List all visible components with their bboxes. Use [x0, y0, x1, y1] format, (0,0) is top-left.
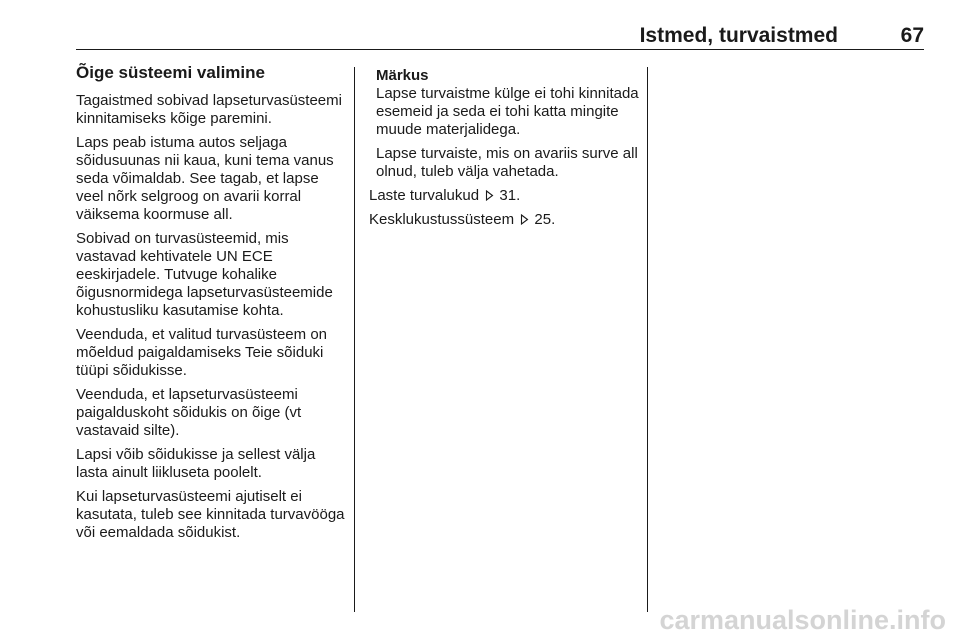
note-box [369, 67, 641, 181]
page-header [76, 24, 924, 50]
note-title: Märkus [376, 67, 429, 84]
paragraph: Veenduda, et lapseturvasüsteemi paigalduskoht sõidukis on õige (vt vastavaid silte). [76, 386, 302, 439]
section-heading: Õige süsteemi valimine [76, 63, 265, 82]
column-divider [647, 67, 648, 612]
reference-page: 31. [499, 187, 521, 204]
reference-text: Laste turvalukud [369, 187, 480, 204]
paragraph: Tagaistmed sobivad lapseturvasüsteemi kinnitamiseks kõige paremini. [76, 92, 342, 127]
right-column [369, 67, 641, 235]
paragraph: Veenduda, et valitud turvasüsteem on mõeldud paigaldamiseks Teie sõiduki tüüpi sõidukisse. [76, 326, 328, 379]
left-column [76, 63, 348, 548]
chapter-title: Istmed, turvaistmed [639, 24, 838, 47]
reference-arrow-icon [485, 190, 494, 201]
watermark: carmanualsonline.info [659, 605, 946, 635]
header-divider [76, 49, 924, 50]
reference-page: 25. [534, 211, 556, 228]
page-number: 67 [900, 24, 924, 47]
cross-reference-central-locking[interactable] [369, 211, 641, 229]
paragraph: Kui lapseturvasüsteemi ajutiselt ei kasutata, tuleb see kinnitada turvavööga või eemaldada sõidukist. [76, 488, 345, 541]
reference-arrow-icon [520, 214, 529, 225]
paragraph: Laps peab istuma autos seljaga sõidusuunas nii kaua, kuni tema vanus seda võimaldab. See tagab, et lapse veel nõrk selgroog on avarii korral väiksema koormuse all. [76, 134, 334, 223]
column-divider [354, 67, 355, 612]
note-paragraph: Lapse turvaistme külge ei tohi kinnitada esemeid ja seda ei tohi katta mingite muude materjalidega. [376, 85, 639, 138]
reference-text: Kesklukustussüsteem [369, 211, 515, 228]
paragraph: Lapsi võib sõidukisse ja sellest välja lasta ainult liikluseta poolelt. [76, 446, 316, 481]
note-paragraph: Lapse turvaiste, mis on avariis surve all olnud, tuleb välja vahetada. [376, 145, 638, 180]
cross-reference-child-locks[interactable] [369, 187, 641, 205]
paragraph: Sobivad on turvasüsteemid, mis vastavad kehtivatele UN ECE eeskirjadele. Tutvuge kohalike õigusnormidega lapseturvasüsteemide kohustusliku kasutamise kohta. [76, 230, 333, 319]
